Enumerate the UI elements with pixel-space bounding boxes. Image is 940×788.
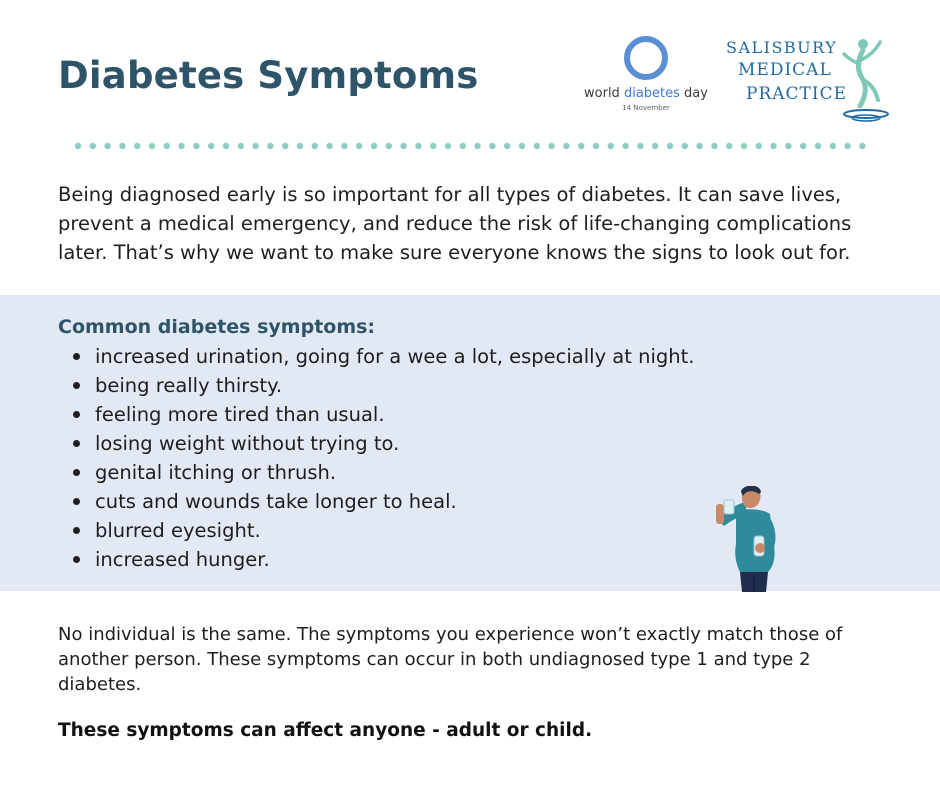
divider-dot [682, 143, 688, 149]
divider-dot [178, 143, 184, 149]
bullet-icon [73, 440, 80, 447]
symptom-item [58, 459, 698, 488]
divider-dot [830, 143, 836, 149]
divider-dot [711, 143, 717, 149]
divider-dot [637, 143, 643, 149]
symptom-item [58, 372, 698, 401]
divider-dot [652, 143, 658, 149]
logo-line-salisbury: SALISBURY [726, 38, 838, 57]
bullet-icon [73, 498, 80, 505]
dotted-divider [74, 142, 874, 150]
divider-dot [282, 143, 288, 149]
symptoms-heading: Common diabetes symptoms: [58, 316, 376, 338]
symptom-text: cuts and wounds take longer to heal. [95, 490, 457, 513]
divider-dot [252, 143, 258, 149]
divider-dot [696, 143, 702, 149]
divider-dot [208, 143, 214, 149]
divider-dot [815, 143, 821, 149]
divider-dot [593, 143, 599, 149]
symptom-text: increased hunger. [95, 548, 270, 571]
divider-dot [445, 143, 451, 149]
wdd-date: 14 November [622, 104, 670, 112]
symptom-item [58, 430, 698, 459]
individuality-note: No individual is the same. The symptoms you experience won’t exactly match those of another person. These symptoms can occur in both undiagnosed type 1 and type 2 diabetes. [58, 624, 843, 695]
divider-dot [504, 143, 510, 149]
symptom-text: losing weight without trying to. [95, 432, 400, 455]
divider-dot [785, 143, 791, 149]
bullet-icon [73, 382, 80, 389]
divider-dot [341, 143, 347, 149]
divider-dot [726, 143, 732, 149]
blue-circle-icon [624, 36, 668, 80]
divider-dot [519, 143, 525, 149]
divider-dot [741, 143, 747, 149]
person-drinking-water-icon [712, 486, 794, 592]
divider-dot [149, 143, 155, 149]
logo-line-medical: MEDICAL [738, 60, 832, 80]
divider-dot [756, 143, 762, 149]
symptom-item [58, 343, 698, 372]
page-title: Diabetes Symptoms [58, 54, 479, 97]
divider-dot [844, 143, 850, 149]
symptom-item [58, 517, 698, 546]
divider-dot [400, 143, 406, 149]
divider-dot [622, 143, 628, 149]
symptom-item [58, 401, 698, 430]
divider-dot [193, 143, 199, 149]
symptom-text: being really thirsty. [95, 374, 283, 397]
bullet-icon [73, 527, 80, 534]
wdd-suffix: day [684, 86, 708, 101]
bullet-icon [73, 556, 80, 563]
divider-dot [415, 143, 421, 149]
emphasis-statement: These symptoms can affect anyone - adult or child. [58, 720, 593, 741]
divider-dot [267, 143, 273, 149]
divider-dot [800, 143, 806, 149]
divider-dot [104, 143, 110, 149]
symptom-text: genital itching or thrush. [95, 461, 337, 484]
divider-dot [608, 143, 614, 149]
divider-dot [75, 143, 81, 149]
divider-dot [534, 143, 540, 149]
divider-dot [859, 143, 865, 149]
world-diabetes-day-logo [582, 34, 710, 120]
divider-dot [667, 143, 673, 149]
divider-dot [356, 143, 362, 149]
divider-dot [312, 143, 318, 149]
dancing-figure-icon [836, 34, 896, 126]
divider-dot [371, 143, 377, 149]
divider-dot [238, 143, 244, 149]
symptom-text: increased urination, going for a wee a lot, especially at night. [95, 345, 695, 368]
divider-dot [90, 143, 96, 149]
divider-dot [386, 143, 392, 149]
logo-line-practice: PRACTICE [746, 84, 847, 104]
divider-dot [770, 143, 776, 149]
divider-dot [489, 143, 495, 149]
wdd-wordmark [582, 86, 710, 101]
divider-dot [430, 143, 436, 149]
divider-dot [223, 143, 229, 149]
divider-dot [578, 143, 584, 149]
divider-dot [164, 143, 170, 149]
symptom-item [58, 546, 698, 575]
bullet-icon [73, 411, 80, 418]
divider-dot [134, 143, 140, 149]
divider-dot [326, 143, 332, 149]
wdd-prefix: world [584, 86, 620, 101]
wdd-highlight: diabetes [623, 86, 680, 101]
intro-paragraph: Being diagnosed early is so important for all types of diabetes. It can save lives, prevent a medical emergency, and reduce the risk of life-changing complications later. That’s why we want to make sure everyone knows the signs to look out for. [58, 183, 852, 264]
divider-dot [563, 143, 569, 149]
divider-dot [119, 143, 125, 149]
salisbury-medical-practice-logo [722, 34, 897, 126]
symptom-text: blurred eyesight. [95, 519, 261, 542]
bullet-icon [73, 469, 80, 476]
symptom-text: feeling more tired than usual. [95, 403, 385, 426]
symptoms-list [58, 343, 698, 575]
symptom-item [58, 488, 698, 517]
divider-dot [474, 143, 480, 149]
divider-dot [297, 143, 303, 149]
divider-dot [460, 143, 466, 149]
bullet-icon [73, 353, 80, 360]
divider-dot [548, 143, 554, 149]
